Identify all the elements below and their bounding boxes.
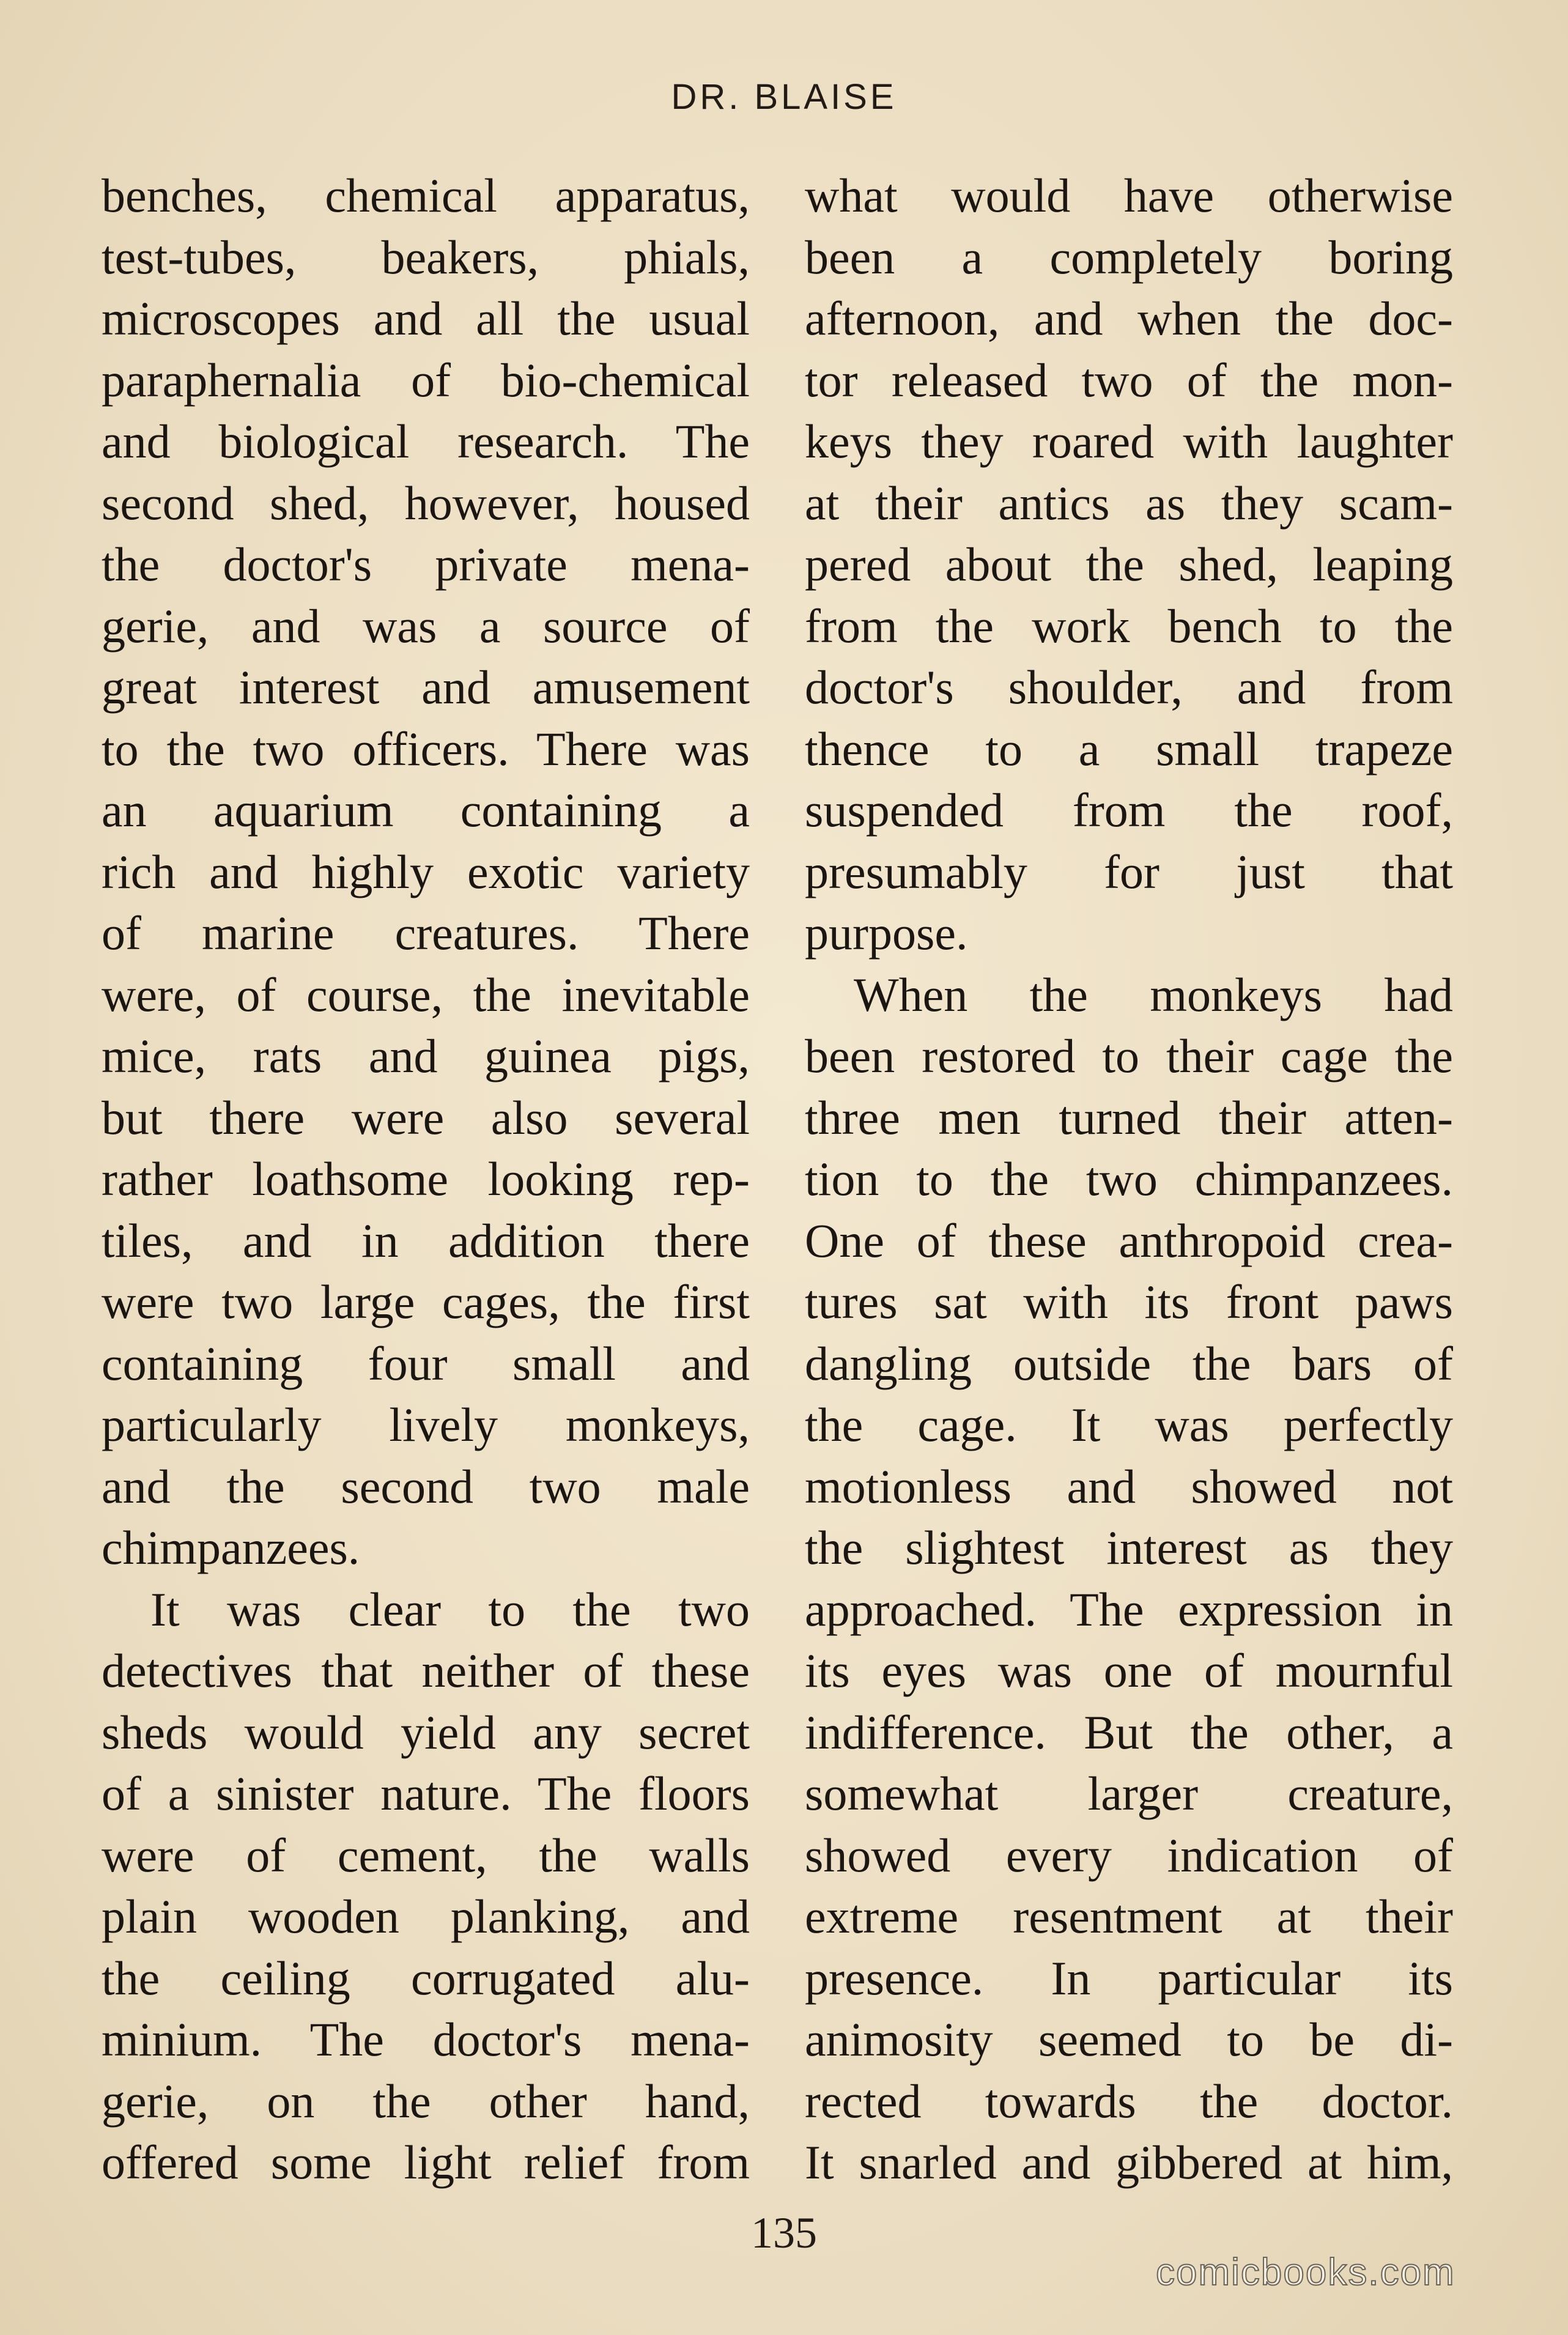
text-line: particularly lively monkeys,	[102, 1398, 750, 1451]
text-line: were, of course, the inevitable	[102, 968, 750, 1021]
text-line: offered some light relief from	[102, 2136, 750, 2189]
text-line: approached. The expression in	[805, 1582, 1453, 1636]
text-line: dangling outside the bars of	[805, 1336, 1453, 1390]
text-line: the slightest interest as they	[805, 1521, 1453, 1574]
text-line: plain wooden planking, and	[102, 1890, 750, 1943]
text-line: been restored to their cage the	[805, 1029, 1453, 1082]
text-line: test-tubes, beakers, phials,	[102, 230, 750, 284]
text-line: minium. The doctor's mena-	[102, 2013, 750, 2066]
text-line: afternoon, and when the doc-	[805, 292, 1453, 345]
text-line: were two large cages, the first	[102, 1275, 750, 1328]
page-number: 135	[751, 2208, 817, 2257]
text-line: of marine creatures. There	[102, 906, 750, 960]
text-line: tor released two of the mon-	[805, 353, 1453, 407]
left-column	[102, 165, 750, 2194]
text-line: the cage. It was perfectly	[805, 1398, 1453, 1451]
text-line: of a sinister nature. The floors	[102, 1767, 750, 1820]
text-line: paraphernalia of bio-chemical	[102, 353, 750, 407]
text-line: tion to the two chimpanzees.	[805, 1152, 1453, 1205]
text-line: were of cement, the walls	[102, 1828, 750, 1882]
text-line: indifference. But the other, a	[805, 1705, 1453, 1759]
text-line: One of these anthropoid crea-	[805, 1213, 1453, 1267]
text-line: It was clear to the two	[150, 1582, 750, 1636]
text-line: thence to a small trapeze	[805, 722, 1453, 775]
text-line: containing four small and	[102, 1336, 750, 1390]
text-line: been a completely boring	[805, 230, 1453, 284]
text-line: presence. In particular its	[805, 1951, 1453, 2005]
text-line: at their antics as they scam-	[805, 476, 1453, 530]
text-line: motionless and showed not	[805, 1459, 1453, 1513]
text-line: suspended from the roof,	[805, 783, 1453, 837]
text-line: gerie, and was a source of	[102, 599, 750, 653]
text-line: to the two officers. There was	[102, 722, 750, 775]
text-line: somewhat larger creature,	[805, 1767, 1453, 1820]
text-line: and the second two male	[102, 1459, 750, 1513]
watermark: comicbooks.com	[1156, 2251, 1455, 2293]
text-line: tiles, and in addition there	[102, 1213, 750, 1267]
text-line: from the work bench to the	[805, 599, 1453, 653]
text-line: keys they roared with laughter	[805, 415, 1453, 468]
text-line: its eyes was one of mournful	[805, 1644, 1453, 1697]
text-line: mice, rats and guinea pigs,	[102, 1029, 750, 1082]
text-line: chimpanzees.	[102, 1521, 360, 1574]
text-line: presumably for just that	[805, 845, 1453, 898]
text-line: gerie, on the other hand,	[102, 2074, 750, 2128]
text-line: detectives that neither of these	[102, 1644, 750, 1697]
text-line: what would have otherwise	[805, 169, 1453, 222]
text-line: tures sat with its front paws	[805, 1275, 1453, 1328]
text-line: doctor's shoulder, and from	[805, 661, 1453, 714]
text-line: second shed, however, housed	[102, 476, 750, 530]
running-head: DR. BLAISE	[671, 77, 897, 117]
text-line: pered about the shed, leaping	[805, 538, 1453, 591]
text-line: rather loathsome looking rep-	[102, 1152, 750, 1205]
text-line: animosity seemed to be di-	[805, 2013, 1453, 2066]
text-line: microscopes and all the usual	[102, 292, 750, 345]
text-line: benches, chemical apparatus,	[102, 169, 750, 222]
text-line: rected towards the doctor.	[805, 2074, 1453, 2128]
text-line: It snarled and gibbered at him,	[805, 2136, 1453, 2189]
text-line: the doctor's private mena-	[102, 538, 750, 591]
text-line: purpose.	[805, 906, 968, 960]
text-line: sheds would yield any secret	[102, 1705, 750, 1759]
right-column	[805, 165, 1453, 2194]
text-line: the ceiling corrugated alu-	[102, 1951, 750, 2005]
text-line: showed every indication of	[805, 1828, 1453, 1882]
text-line: extreme resentment at their	[805, 1890, 1453, 1943]
text-line: three men turned their atten-	[805, 1090, 1453, 1144]
text-line: rich and highly exotic variety	[102, 845, 750, 898]
text-line: but there were also several	[102, 1090, 750, 1144]
text-line: When the monkeys had	[854, 968, 1453, 1021]
text-line: great interest and amusement	[102, 661, 750, 714]
text-line: and biological research. The	[102, 415, 750, 468]
text-line: an aquarium containing a	[102, 783, 750, 837]
